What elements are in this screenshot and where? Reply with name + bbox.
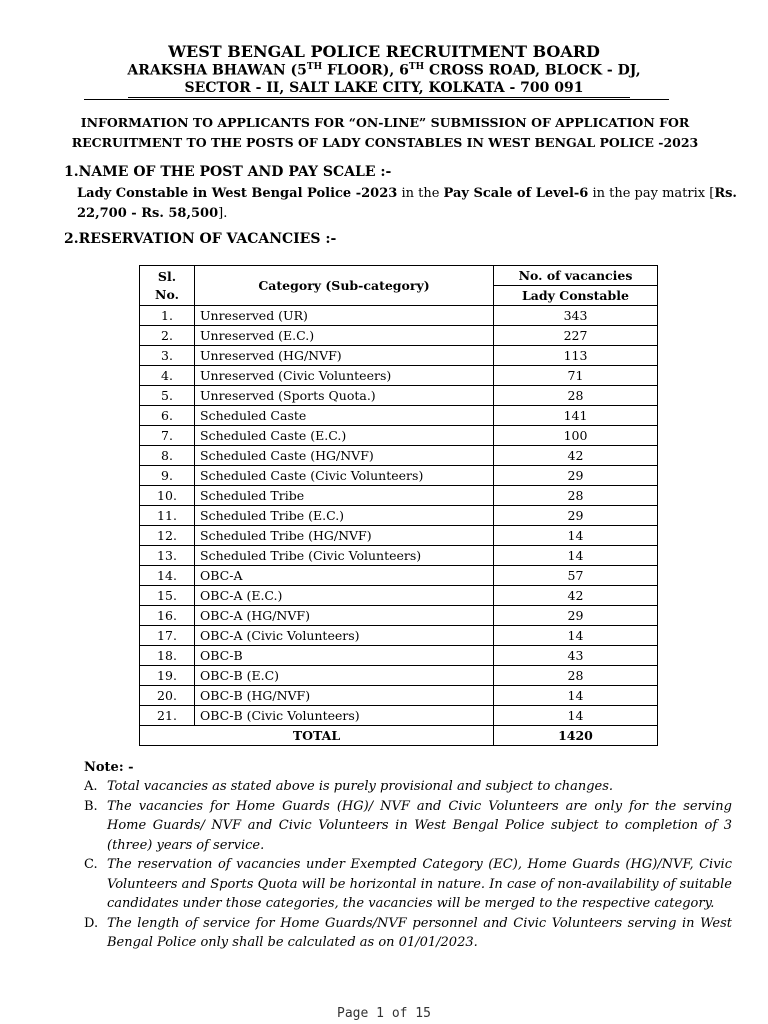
header-rule-short — [128, 97, 630, 98]
addr-sup-1: TH — [306, 62, 323, 72]
row-category: Scheduled Caste — [195, 406, 494, 426]
note-letter: B. — [84, 798, 98, 814]
row-vacancies: 28 — [494, 666, 658, 686]
row-category: OBC-A — [195, 566, 494, 586]
info-title — [70, 113, 700, 153]
row-vacancies: 227 — [494, 326, 658, 346]
table-row — [140, 346, 658, 366]
table-row — [140, 506, 658, 526]
notes-title: Note: - — [84, 760, 134, 775]
row-vacancies: 28 — [494, 386, 658, 406]
header-address-line1 — [0, 62, 768, 79]
row-vacancies: 28 — [494, 486, 658, 506]
row-vacancies: 14 — [494, 526, 658, 546]
vacancy-table-body — [140, 306, 658, 726]
info-title-line1: INFORMATION TO APPLICANTS FOR “ON-LINE” SUBMISSION OF APPLICATION FOR — [80, 115, 690, 130]
note-item — [84, 797, 732, 856]
section2-heading: 2.RESERVATION OF VACANCIES :- — [64, 231, 337, 247]
row-sl: 3. — [140, 346, 195, 366]
row-sl: 11. — [140, 506, 195, 526]
row-category: Scheduled Caste (Civic Volunteers) — [195, 466, 494, 486]
total-label: TOTAL — [140, 726, 494, 746]
row-sl: 4. — [140, 366, 195, 386]
pay-mid2: in the pay matrix [ — [588, 186, 715, 201]
row-sl: 20. — [140, 686, 195, 706]
table-row — [140, 386, 658, 406]
row-category: Unreserved (HG/NVF) — [195, 346, 494, 366]
row-vacancies: 14 — [494, 626, 658, 646]
row-sl: 16. — [140, 606, 195, 626]
pay-amount: Rs. 22,700 - Rs. 58,500 — [77, 186, 737, 221]
header-org: WEST BENGAL POLICE RECRUITMENT BOARD — [168, 42, 600, 61]
table-row — [140, 606, 658, 626]
row-sl: 14. — [140, 566, 195, 586]
table-row — [140, 426, 658, 446]
row-category: Scheduled Tribe (E.C.) — [195, 506, 494, 526]
header-rule — [84, 99, 669, 100]
total-value: 1420 — [494, 726, 658, 746]
note-text: Total vacancies as stated above is purely provisional and subject to changes. — [107, 779, 614, 794]
pay-end: ]. — [218, 206, 228, 221]
row-category: OBC-B (HG/NVF) — [195, 686, 494, 706]
table-row — [140, 326, 658, 346]
row-sl: 2. — [140, 326, 195, 346]
table-row — [140, 486, 658, 506]
row-category: OBC-A (HG/NVF) — [195, 606, 494, 626]
row-vacancies: 57 — [494, 566, 658, 586]
row-sl: 15. — [140, 586, 195, 606]
row-vacancies: 42 — [494, 446, 658, 466]
row-sl: 6. — [140, 406, 195, 426]
col-category: Category (Sub-category) — [195, 266, 494, 306]
row-category: Scheduled Tribe (HG/NVF) — [195, 526, 494, 546]
row-vacancies: 14 — [494, 706, 658, 726]
row-sl: 1. — [140, 306, 195, 326]
row-category: OBC-B — [195, 646, 494, 666]
table-row — [140, 546, 658, 566]
addr-part-b: FLOOR), 6 — [322, 62, 409, 79]
col-sl: Sl. No. — [140, 266, 195, 306]
page-footer: Page 1 of 15 — [337, 1006, 431, 1021]
note-text: The reservation of vacancies under Exempted Category (EC), Home Guards (HG)/NVF, Civic Volunteers and Sports Quota will be horizontal in nature. In case of non-availability of suitable candidates under those categories, the vacancies will be merged to the respective category. — [107, 857, 732, 911]
col-lady-constable: Lady Constable — [494, 286, 658, 306]
addr-part-a: ARAKSHA BHAWAN (5 — [127, 62, 307, 79]
row-vacancies: 343 — [494, 306, 658, 326]
row-category: Unreserved (Civic Volunteers) — [195, 366, 494, 386]
row-sl: 21. — [140, 706, 195, 726]
table-row — [140, 626, 658, 646]
note-text: The vacancies for Home Guards (HG)/ NVF and Civic Volunteers are only for the serving Home Guards/ NVF and Civic Volunteers in West Bengal Police subject to completion of 3 (three) years of service. — [107, 798, 732, 853]
row-vacancies: 14 — [494, 546, 658, 566]
table-row — [140, 706, 658, 726]
row-vacancies: 43 — [494, 646, 658, 666]
pay-scale: Pay Scale of Level-6 — [443, 186, 589, 201]
row-vacancies: 71 — [494, 366, 658, 386]
row-category: OBC-A (Civic Volunteers) — [195, 626, 494, 646]
row-vacancies: 29 — [494, 506, 658, 526]
note-letter: A. — [84, 779, 98, 794]
note-item — [84, 777, 732, 797]
table-row — [140, 586, 658, 606]
post-name: Lady Constable in West Bengal Police -2023 — [77, 186, 398, 201]
row-vacancies: 14 — [494, 686, 658, 706]
row-sl: 13. — [140, 546, 195, 566]
vacancy-table — [139, 265, 658, 746]
row-vacancies: 42 — [494, 586, 658, 606]
row-category: Unreserved (E.C.) — [195, 326, 494, 346]
table-row — [140, 466, 658, 486]
notes-list — [84, 777, 732, 953]
note-letter: C. — [84, 857, 98, 872]
table-row — [140, 406, 658, 426]
row-sl: 8. — [140, 446, 195, 466]
row-category: Scheduled Caste (E.C.) — [195, 426, 494, 446]
row-category: Scheduled Tribe — [195, 486, 494, 506]
table-row — [140, 566, 658, 586]
row-vacancies: 29 — [494, 466, 658, 486]
table-row — [140, 306, 658, 326]
row-vacancies: 113 — [494, 346, 658, 366]
note-item — [84, 855, 732, 914]
row-category: OBC-B (Civic Volunteers) — [195, 706, 494, 726]
table-row — [140, 646, 658, 666]
section1-heading: 1.NAME OF THE POST AND PAY SCALE :- — [64, 164, 392, 180]
pay-mid1: in the — [397, 186, 444, 201]
addr-part-c: CROSS ROAD, BLOCK - DJ, — [424, 62, 641, 79]
row-sl: 12. — [140, 526, 195, 546]
row-sl: 10. — [140, 486, 195, 506]
row-vacancies: 29 — [494, 606, 658, 626]
row-category: Scheduled Tribe (Civic Volunteers) — [195, 546, 494, 566]
row-sl: 5. — [140, 386, 195, 406]
pay-scale-text — [77, 184, 737, 224]
note-text: The length of service for Home Guards/NVF personnel and Civic Volunteers serving in West Bengal Police only shall be calculated as on 01/01/2023. — [107, 915, 732, 950]
table-row — [140, 526, 658, 546]
row-vacancies: 100 — [494, 426, 658, 446]
row-category: Unreserved (UR) — [195, 306, 494, 326]
table-row — [140, 446, 658, 466]
row-category: OBC-B (E.C) — [195, 666, 494, 686]
table-row — [140, 686, 658, 706]
note-letter: D. — [84, 915, 99, 931]
row-sl: 18. — [140, 646, 195, 666]
info-title-line2: RECRUITMENT TO THE POSTS OF LADY CONSTABLES IN WEST BENGAL POLICE -2023 — [71, 135, 699, 150]
row-sl: 7. — [140, 426, 195, 446]
table-row — [140, 666, 658, 686]
row-vacancies: 141 — [494, 406, 658, 426]
header-address-line2: SECTOR - II, SALT LAKE CITY, KOLKATA - 700 091 — [184, 80, 584, 96]
row-category: Scheduled Caste (HG/NVF) — [195, 446, 494, 466]
table-row — [140, 366, 658, 386]
row-sl: 9. — [140, 466, 195, 486]
addr-sup-2: TH — [408, 62, 425, 72]
note-item — [84, 914, 732, 953]
row-sl: 19. — [140, 666, 195, 686]
row-category: OBC-A (E.C.) — [195, 586, 494, 606]
row-sl: 17. — [140, 626, 195, 646]
row-category: Unreserved (Sports Quota.) — [195, 386, 494, 406]
col-vacancies: No. of vacancies — [494, 266, 658, 286]
